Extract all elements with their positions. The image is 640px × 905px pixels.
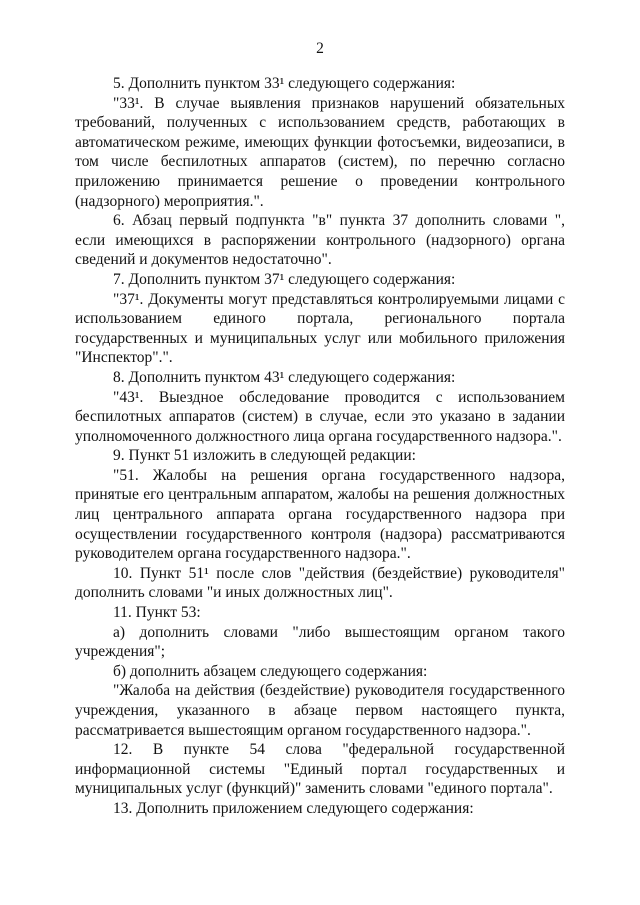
paragraph-item-51-text: "51. Жалобы на решения органа государственного надзора, принятые его центральным аппаратом, жалобы на решения должностных лиц центрального аппарата органа государственного надзора при осуществлении государственного контроля (надзора) рассматриваются руководителем органа государственного надзора.".	[75, 466, 569, 563]
paragraph-item-11b: б) дополнить абзацем следующего содержания:	[113, 662, 428, 680]
paragraph-item-5: 5. Дополнить пунктом 33¹ следующего содержания:	[113, 75, 456, 92]
page-number: 2	[316, 40, 324, 57]
paragraph-item-9: 9. Пункт 51 изложить в следующей редакции:	[113, 447, 416, 465]
paragraph-item-43-1-text: "43¹. Выездное обследование проводится с использованием беспилотных аппаратов (систем) в случае, если это указано в задании уполномоченного должностного лица органа государственного надзора.".	[75, 388, 569, 445]
paragraph-item-33-1-text: "33¹. В случае выявления признаков нарушений обязательных требований, полученных с использованием средств, работающих в автоматическом режиме, имеющих функции фотосъемки, видеозаписи, в том числе беспилотных аппаратов (систем), по перечню согласно приложению принимается решение о проведении контрольного (надзорного) мероприятия.".	[75, 94, 569, 210]
paragraph-item-13: 13. Дополнить приложением следующего содержания:	[113, 799, 474, 817]
paragraph-item-12: 12. В пункте 54 слова "федеральной государственной информационной системы "Единый портал государственных и муниципальных услуг (функций)" заменить словами "единого портала".	[75, 741, 569, 798]
paragraph-item-7: 7. Дополнить пунктом 37¹ следующего содержания:	[113, 270, 456, 288]
paragraph-item-complaint-text: "Жалоба на действия (бездействие) руководителя государственного учреждения, указанного в абзаце первом настоящего пункта, рассматривается вышестоящим органом государственного надзора.".	[75, 682, 569, 739]
paragraph-item-8: 8. Дополнить пунктом 43¹ следующего содержания:	[113, 368, 456, 386]
paragraph-item-6: 6. Абзац первый подпункта "в" пункта 37 дополнить словами ", если имеющихся в распоряжении контрольного (надзорного) органа сведений и документов недостаточно".	[75, 212, 569, 269]
paragraph-item-11a: а) дополнить словами "либо вышестоящим органом такого учреждения";	[75, 623, 569, 661]
paragraph-item-11: 11. Пункт 53:	[113, 604, 201, 622]
paragraph-item-37-1-text: "37¹. Документы могут представляться контролируемыми лицами с использованием единого портала, регионального портала государственных и муниципальных услуг или мобильного приложения "Инспектор".".	[75, 290, 569, 367]
paragraph-item-10: 10. Пункт 51¹ после слов "действия (бездействие) руководителя" дополнить словами "и иных должностных лиц".	[75, 564, 569, 602]
document-body	[75, 74, 569, 819]
